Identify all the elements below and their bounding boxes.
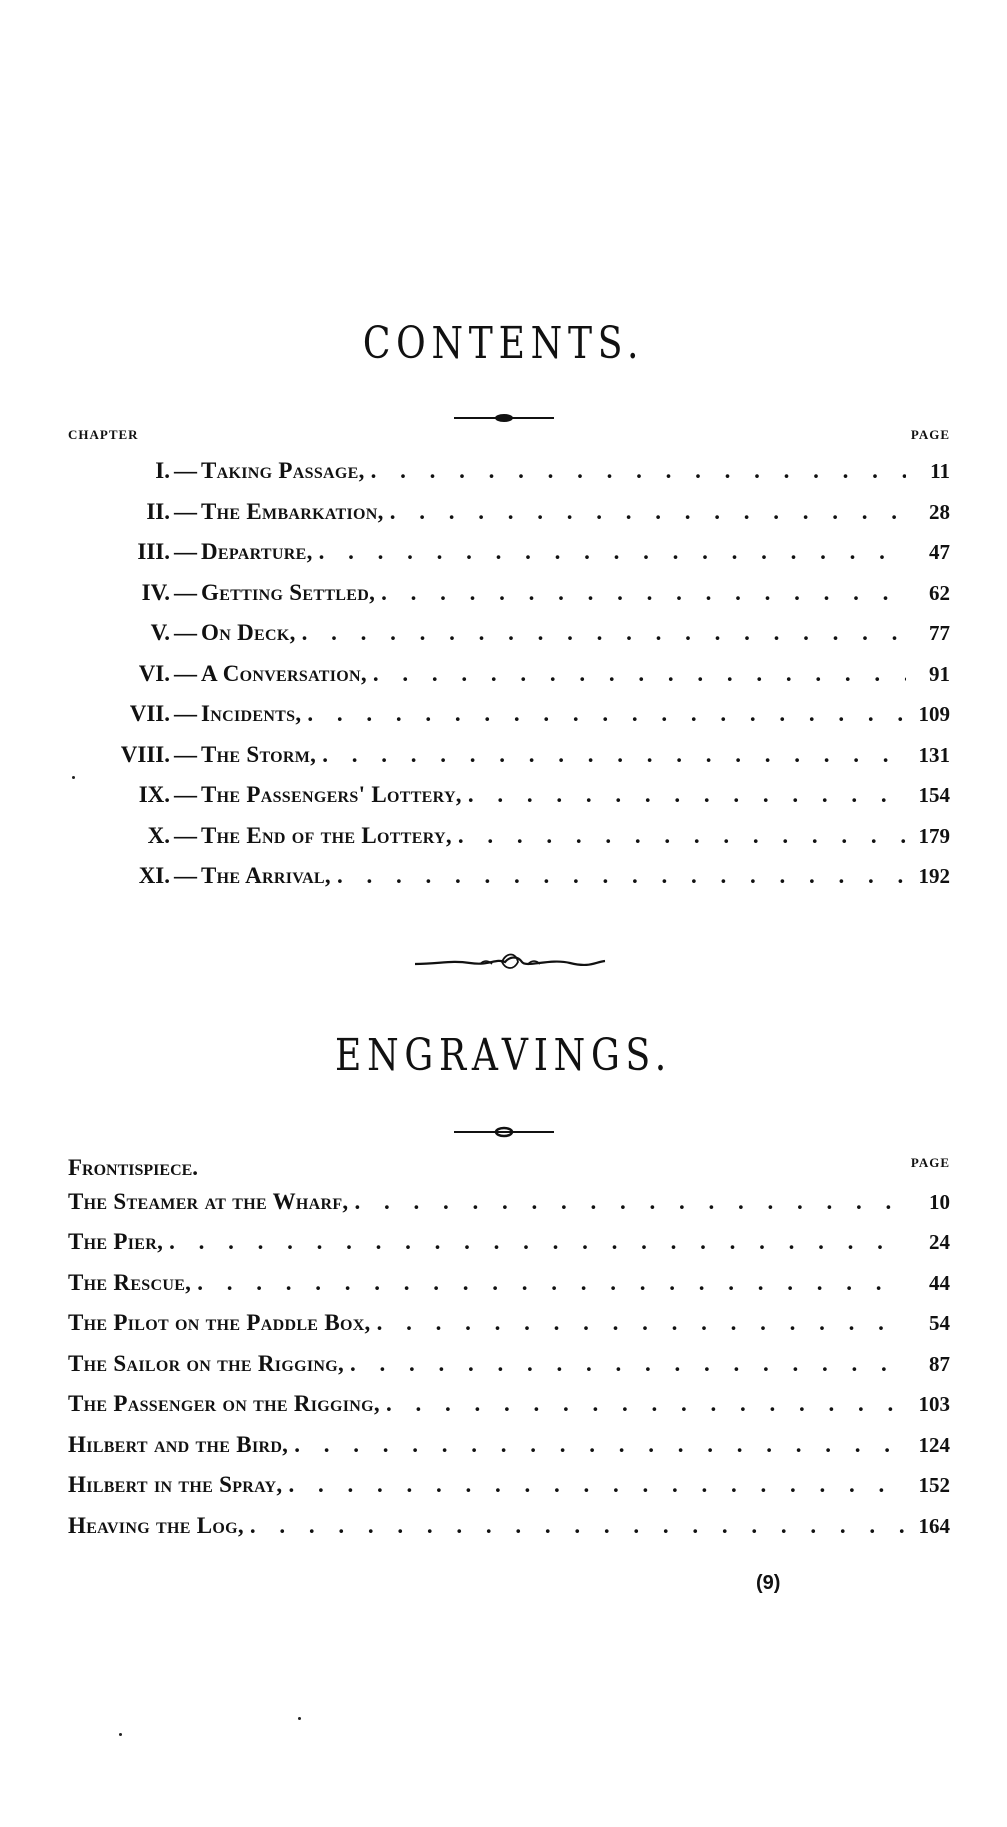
chapter-page: 109 — [918, 702, 950, 726]
chapter-title: On Deck, — [201, 620, 296, 645]
engraving-title: Hilbert and the Bird, — [68, 1431, 289, 1457]
chapter-title: Incidents, — [201, 701, 302, 726]
chapter-number: XI. — [138, 863, 170, 888]
engraving-title: Hilbert in the Spray, — [68, 1472, 283, 1497]
print-speck — [298, 1717, 301, 1720]
engraving-row — [68, 1310, 950, 1351]
chapter-row: X. — The End of the Lottery, . . . 179 — [68, 823, 950, 864]
chapter-title: The Passengers' Lottery, — [201, 782, 462, 807]
chapter-column-label: CHAPTER — [68, 427, 139, 442]
chapter-row: III. — Departure, . . . 47 — [68, 539, 950, 580]
contents-list — [68, 458, 950, 904]
engraving-title: The Steamer at the Wharf, — [68, 1188, 349, 1214]
chapter-number: II. — [146, 498, 170, 524]
page-number: (9) — [756, 1572, 781, 1594]
engraving-row — [68, 1391, 950, 1432]
chapter-page: 11 — [930, 459, 950, 483]
engraving-title: The Pilot on the Paddle Box, — [68, 1310, 371, 1335]
page-column-label: PAGE — [910, 1155, 950, 1170]
engraving-row — [68, 1513, 950, 1554]
chapter-page: 62 — [929, 580, 950, 605]
chapter-page: 47 — [929, 540, 950, 564]
engraving-row — [68, 1472, 950, 1513]
engraving-row — [68, 1270, 950, 1311]
engraving-page: 103 — [918, 1392, 950, 1416]
engraving-row — [68, 1229, 950, 1270]
chapter-number: IV. — [141, 579, 170, 605]
engraving-page: 10 — [929, 1189, 950, 1214]
chapter-row: IX. — The Passengers' Lottery, . . . 154 — [68, 782, 950, 823]
chapter-row: V. — On Deck, . . . 77 — [68, 620, 950, 661]
chapter-title: The Embarkation, — [201, 498, 384, 524]
chapter-row: II. — The Embarkation, . . . 28 — [68, 499, 950, 540]
chapter-row: VIII. — The Storm, . . . 131 — [68, 742, 950, 783]
chapter-page: 154 — [918, 783, 950, 807]
print-speck — [119, 1733, 122, 1736]
chapter-title: A Conversation, — [201, 660, 367, 686]
chapter-page: 192 — [918, 864, 950, 888]
engraving-page: 44 — [929, 1270, 950, 1295]
chapter-title: Getting Settled, — [201, 579, 376, 605]
contents-heading: CONTENTS. — [362, 318, 645, 369]
engraving-title: The Pier, — [68, 1229, 164, 1254]
engraving-title: The Rescue, — [68, 1269, 192, 1295]
engraving-page: 152 — [918, 1473, 950, 1497]
chapter-row: XI. — The Arrival, . . . 192 — [68, 863, 950, 904]
chapter-page: 77 — [929, 621, 950, 645]
chapter-number: VII. — [129, 701, 170, 726]
chapter-number: I. — [155, 458, 170, 483]
engravings-list — [68, 1148, 950, 1553]
chapter-page: 131 — [918, 742, 950, 767]
frontispiece-entry: Frontispiece. — [68, 1155, 199, 1180]
chapter-title: The End of the Lottery, — [201, 822, 452, 848]
chapter-page: 91 — [929, 661, 950, 686]
engravings-heading: ENGRAVINGS. — [335, 1030, 672, 1081]
engraving-title: Heaving the Log, — [68, 1512, 244, 1538]
ornamental-rule — [454, 1126, 554, 1138]
chapter-number: VIII. — [120, 741, 170, 767]
engraving-row — [68, 1432, 950, 1473]
chapter-row: I. — Taking Passage, . . . 11 — [68, 458, 950, 499]
ornamental-rule — [454, 412, 554, 424]
engraving-page: 124 — [918, 1432, 950, 1457]
chapter-row: IV. — Getting Settled, . . . 62 — [68, 580, 950, 621]
chapter-title: The Storm, — [201, 741, 317, 767]
chapter-number: VI. — [138, 660, 170, 686]
engraving-page: 54 — [929, 1311, 950, 1335]
chapter-title: Departure, — [201, 539, 313, 564]
chapter-page: 179 — [918, 823, 950, 848]
print-speck — [72, 776, 75, 779]
chapter-number: IX. — [138, 782, 170, 807]
chapter-title: The Arrival, — [201, 863, 331, 888]
page-column-label: PAGE — [910, 427, 950, 442]
engraving-page: 24 — [929, 1230, 950, 1254]
chapter-page: 28 — [929, 499, 950, 524]
chapter-number: X. — [147, 822, 170, 848]
chapter-row: VII. — Incidents, . . . 109 — [68, 701, 950, 742]
chapter-number: V. — [150, 620, 170, 645]
chapter-row: VI. — A Conversation, . . . 91 — [68, 661, 950, 702]
engraving-title: The Sailor on the Rigging, — [68, 1350, 344, 1376]
chapter-title: Taking Passage, — [201, 458, 365, 483]
engraving-row — [68, 1351, 950, 1392]
engraving-row — [68, 1189, 950, 1230]
flourish-ornament — [410, 950, 610, 974]
chapter-number: III. — [137, 539, 170, 564]
engraving-page: 164 — [918, 1513, 950, 1538]
engraving-title: The Passenger on the Rigging, — [68, 1391, 380, 1416]
engraving-page: 87 — [929, 1351, 950, 1376]
